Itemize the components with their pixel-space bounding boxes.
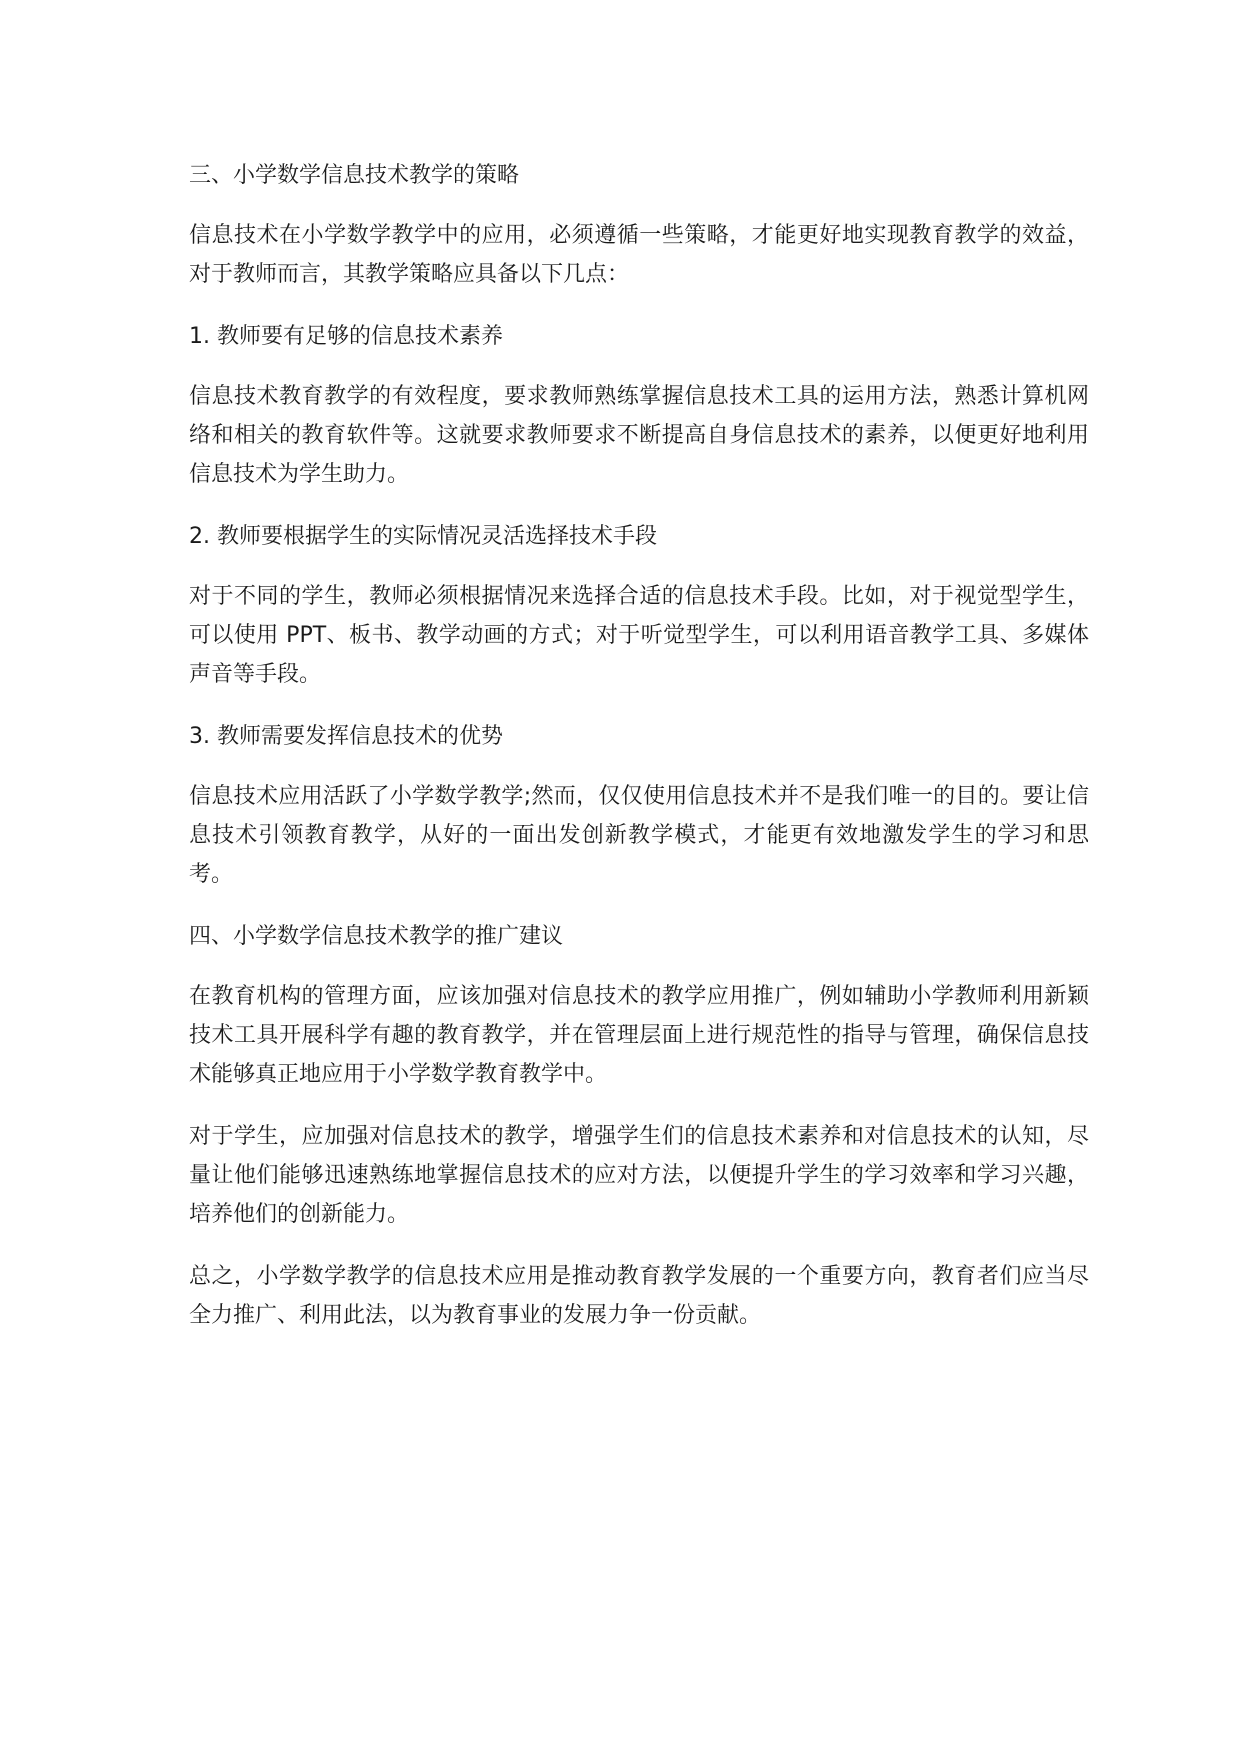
paragraph-institutions: 在教育机构的管理方面，应该加强对信息技术的教学应用推广，例如辅助小学教师利用新颖技术工具开展科学有趣的教育教学，并在管理层面上进行规范性的指导与管理，确保信息技术能够真正地应用于小学数学教育教学中。 [189, 984, 1089, 1087]
document-body [189, 156, 1089, 1358]
subheading-1: 1. 教师要有足够的信息技术素养 [189, 324, 503, 349]
paragraph-flexible-means: 对于不同的学生，教师必须根据情况来选择合适的信息技术手段。比如，对于视觉型学生，可以使用 PPT、板书、教学动画的方式；对于听觉型学生，可以利用语音教学工具、多媒体声音等手段。 [189, 584, 1089, 687]
paragraph-literacy: 信息技术教育教学的有效程度，要求教师熟练掌握信息技术工具的运用方法，熟悉计算机网络和相关的教育软件等。这就要求教师要求不断提高自身信息技术的素养，以便更好地利用信息技术为学生助力。 [189, 384, 1089, 487]
subheading-2: 2. 教师要根据学生的实际情况灵活选择技术手段 [189, 524, 657, 549]
paragraph-conclusion: 总之，小学数学教学的信息技术应用是推动教育教学发展的一个重要方向，教育者们应当尽全力推广、利用此法，以为教育事业的发展力争一份贡献。 [189, 1264, 1089, 1328]
paragraph-advantages: 信息技术应用活跃了小学数学教学;然而，仅仅使用信息技术并不是我们唯一的目的。要让信息技术引领教育教学，从好的一面出发创新教学模式，才能更有效地激发学生的学习和思考。 [189, 784, 1089, 887]
paragraph-intro-strategies: 信息技术在小学数学教学中的应用，必须遵循一些策略，才能更好地实现教育教学的效益，对于教师而言，其教学策略应具备以下几点： [189, 223, 1089, 287]
section-heading-promotion: 四、小学数学信息技术教学的推广建议 [189, 924, 564, 949]
subheading-3: 3. 教师需要发挥信息技术的优势 [189, 724, 503, 749]
section-heading-strategies: 三、小学数学信息技术教学的策略 [189, 163, 520, 188]
paragraph-students: 对于学生，应加强对信息技术的教学，增强学生们的信息技术素养和对信息技术的认知，尽量让他们能够迅速熟练地掌握信息技术的应对方法，以便提升学生的学习效率和学习兴趣，培养他们的创新能力。 [189, 1124, 1089, 1227]
